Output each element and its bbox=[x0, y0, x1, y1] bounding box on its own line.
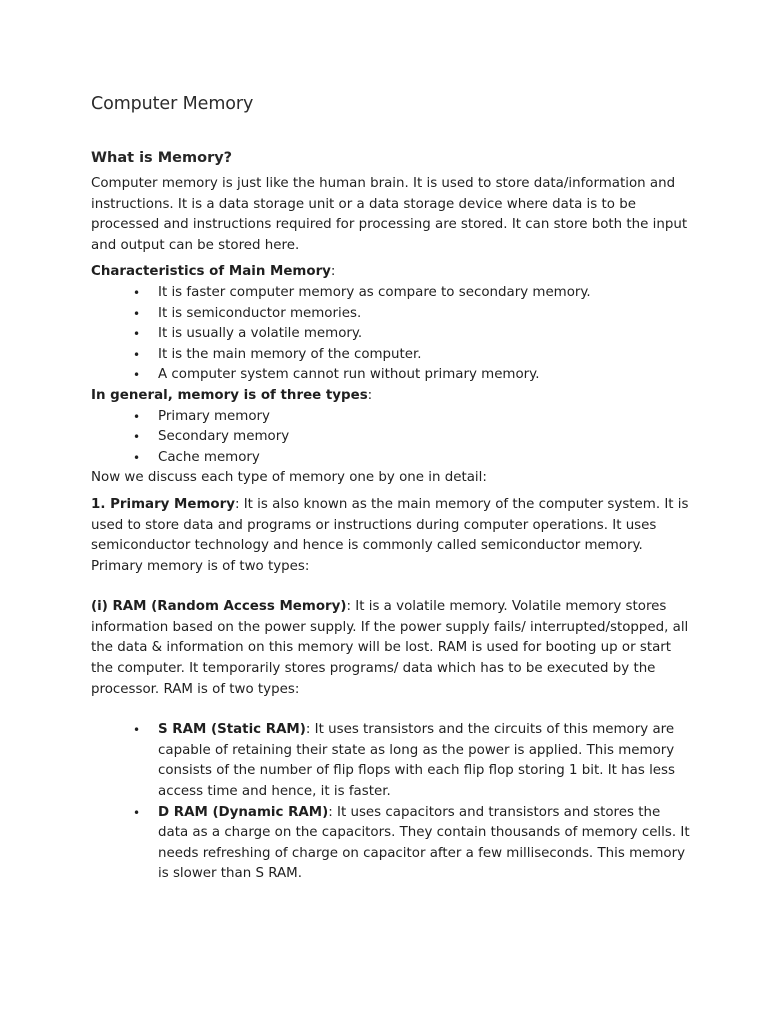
list-item: • Secondary memory bbox=[91, 427, 691, 448]
sram-text: : It uses transistors and the circuits of this memory are capable of retaining their state as long as the power is applied. This memory consists of the number of flip flops with each flip flop storing 1 bit. It has less access time and hence, it is faster. bbox=[158, 722, 675, 800]
document-title: Computer Memory bbox=[91, 94, 254, 114]
list-item: • It is semiconductor memories. bbox=[91, 304, 691, 325]
dram-text: : It uses capacitors and transistors and stores the data as a charge on the capacitors. They contain thousands of memory cells. It needs refreshing of charge on capacitor after a few milliseconds. This memory is slower than S RAM. bbox=[158, 804, 690, 882]
list-item bbox=[91, 720, 691, 802]
what-is-memory-paragraph: Computer memory is just like the human brain. It is used to store data/information and instructions. It is a data storage unit or a data storage device where data is to be processed and instructions required for processing are stored. It can store both the input and output can be stored here. bbox=[91, 176, 688, 253]
ram-paragraph bbox=[91, 597, 691, 700]
memory-types-list bbox=[91, 407, 691, 469]
memory-types-heading-colon: : bbox=[367, 387, 373, 403]
list-item: • Primary memory bbox=[91, 407, 691, 428]
detail-intro: Now we discuss each type of memory one by one in detail: bbox=[91, 470, 487, 486]
characteristics-heading-colon: : bbox=[330, 264, 336, 280]
sram-label: S RAM (Static RAM) bbox=[158, 722, 306, 738]
list-item: • It is faster computer memory as compare to secondary memory. bbox=[91, 283, 691, 304]
memory-types-heading-label: In general, memory is of three types bbox=[91, 387, 368, 403]
primary-memory-paragraph bbox=[91, 495, 691, 577]
list-item: • A computer system cannot run without primary memory. bbox=[91, 365, 691, 386]
primary-memory-label: 1. Primary Memory bbox=[91, 496, 235, 512]
what-is-memory-heading: What is Memory? bbox=[91, 150, 233, 166]
memory-types-heading bbox=[91, 386, 691, 407]
characteristics-list bbox=[91, 283, 691, 386]
list-item: • It is usually a volatile memory. bbox=[91, 324, 691, 345]
ram-label: (i) RAM (Random Access Memory) bbox=[91, 599, 347, 615]
list-item: • Cache memory bbox=[91, 448, 691, 469]
list-item bbox=[91, 803, 691, 885]
ram-text: : It is a volatile memory. Volatile memory stores information based on the power supply. If the power supply fails/ interrupted/stopped, all the data & information on this memory will be lost. RAM is used for booting up or start the computer. It temporarily stores programs/ data which has to be executed by the processor. RAM is of two types: bbox=[91, 599, 689, 697]
document-body bbox=[91, 148, 691, 885]
ram-types-list bbox=[91, 720, 691, 885]
dram-label: D RAM (Dynamic RAM) bbox=[158, 804, 329, 820]
characteristics-heading bbox=[91, 262, 691, 283]
primary-memory-text: : It is also known as the main memory of the computer system. It is used to store data and programs or instructions during computer operations. It uses semiconductor technology and hence is commonly called semiconductor memory. Primary memory is of two types: bbox=[91, 496, 689, 574]
list-item: • It is the main memory of the computer. bbox=[91, 345, 691, 366]
characteristics-heading-label: Characteristics of Main Memory bbox=[91, 264, 331, 280]
